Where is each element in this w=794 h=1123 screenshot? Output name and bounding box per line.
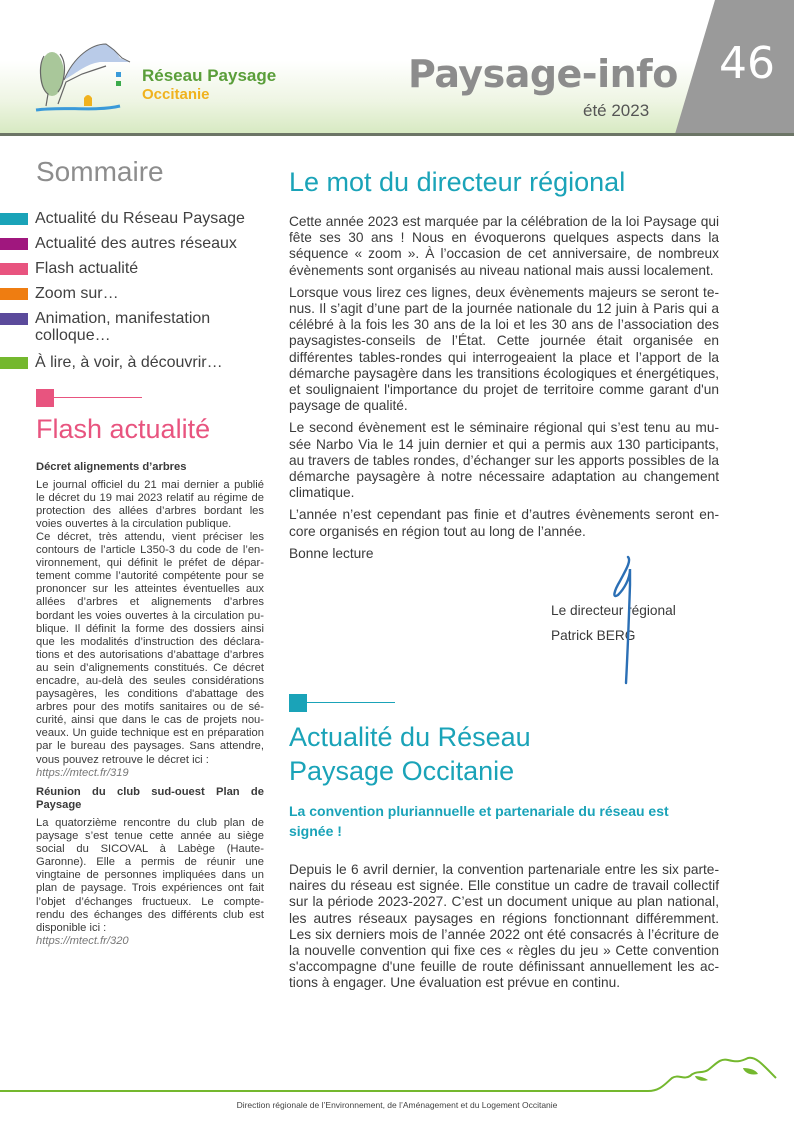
toc-item-flash-actualite[interactable]	[0, 260, 275, 277]
color-swatch	[0, 288, 28, 300]
paragraph: Le second évènement est le séminaire régional qui s’est tenu au musée Narbo Via le 14 juin dernier et qui a permis aux 130 participants, au travers de tables rondes, d’échanger sur les apports possibles de la démarche paysagère à notre nécessaire adaptation au changement climatique.	[289, 420, 719, 501]
toc-item-actualite-reseau[interactable]	[0, 210, 275, 227]
article-heading: Réunion du club sud-ouest Plan de Paysage	[36, 785, 264, 812]
reseau-subtitle: La convention pluriannuelle et partenariale du réseau est signée !	[289, 803, 669, 839]
signer-name: Patrick BERG	[551, 628, 636, 643]
toc-item-zoom-sur[interactable]	[0, 285, 275, 302]
issue-number: 46	[719, 38, 775, 89]
article-body: Ce décret, très attendu, vient préciser les contours de l’article L350-3 du code de l’environnement, qui définit le préfet de département comme l’autorité compétente pour se prononcer sur les atteintes éventuelles aux allées d’arbres et alignements d’arbres bordant les voies ouvertes à la circulation publique. Il définit la forme des dossiers ainsi que les modalités d’instruction des déclarations et des autorisations d’abattage d’arbres au sein d’alignements constitués. Ce décret encadre, au-delà des seules considérations paysagères, les conditions d'abattage des arbres pour des motifs sanitaires ou de sécurité, ainsi que dans le cas de projets nouveaux. Un guide technique est en préparation par le bureau des paysages. Sans attendre, vous pouvez retrouve le décret ici :	[36, 530, 264, 766]
directeur-section	[289, 167, 719, 562]
paragraph: Cette année 2023 est marquée par la célébration de la loi Paysage qui fête ses 30 ans ! Nous en évoquerons quelques aspects dans la séquence « zoom ». À l’occasion de cet anniversaire, de nombreux évènements sont organisés au niveau national mais aussi localement.	[289, 214, 719, 278]
toc-label: Flash actualité	[35, 260, 139, 277]
toc-label: À lire, à voir, à découvrir…	[35, 354, 223, 371]
toc-label: Zoom sur…	[35, 285, 119, 302]
article-link[interactable]: https://mtect.fr/320	[36, 934, 129, 947]
toc-label: Animation, manifestation colloque…	[35, 310, 211, 344]
signer-role: Le directeur régional	[551, 603, 676, 618]
footer-text: Direction régionale de l’Environnement, de l’Aménagement et du Logement Occitanie	[236, 1100, 558, 1110]
footer-mountain-line	[0, 1040, 794, 1100]
article-body: La quatorzième rencontre du club plan de paysage s’est tenue cette année au siège social du SICOVAL à Labège (Haute-Garonne). Elle a permis de réunir une vingtaine de personnes impliquées dans un plan de paysage. Trois expériences ont fait l’objet d’échanges fructueux. Le compte-rendu des échanges des différents club est disponible ici :	[36, 816, 264, 934]
reseau-section-marker	[289, 694, 397, 711]
sommaire-title: Sommaire	[36, 156, 164, 187]
directeur-title: Le mot du directeur régional	[289, 167, 626, 197]
color-swatch	[0, 357, 28, 369]
color-swatch	[0, 238, 28, 250]
paragraph: Lorsque vous lirez ces lignes, deux évènements majeurs se seront tenus. Il s’agit d’une part de la journée nationale du 12 juin à Paris qui a célébré à la fois les 30 ans de la loi et les 30 ans de l’association des paysagistes-conseils de l’État. Cette journée était organisée en différentes tables-rondes qui interrogeaient la place et l’apport de la démarche paysagère dans les transitions écologiques et énergétiques, et soulignaient l'importance du projet de territoire comme garant d'un paysage de qualité.	[289, 284, 719, 414]
issue-date: été 2023	[583, 101, 650, 120]
flash-section-marker	[36, 389, 144, 406]
brand-region: Occitanie	[142, 86, 210, 103]
header-divider	[0, 133, 794, 136]
reseau-paysage-logo	[34, 36, 134, 114]
reseau-body: Depuis le 6 avril dernier, la convention partenariale entre les six partenaires du réseau est signée. Elle constitue un cadre de travail collectif sur la période 2023-2027. C’est un document unique au plan national, les autres réseaux paysages en régions fonctionnant différemment. Les six derniers mois de l’année 2022 ont été consacrés à l’écriture de la nouvelle convention qui fixe ces « règles du jeu » Cette convention s'accompagne d'une feuille de route définissant annuellement les actions à engager. Une évaluation est prévue en continu.	[289, 862, 719, 991]
reseau-title-line2: Paysage Occitanie	[289, 756, 515, 786]
toc-label: Actualité des autres réseaux	[35, 235, 237, 252]
flash-title: Flash actualité	[36, 414, 211, 444]
reseau-title	[289, 720, 689, 788]
flash-column	[36, 461, 264, 954]
paragraph: L’année n’est cependant pas finie et d’autres évènements seront encore organisés en région tout au long de l’année.	[289, 507, 719, 539]
closing: Bonne lecture	[289, 545, 374, 561]
magazine-title: Paysage-info	[408, 52, 678, 96]
brand-name: Réseau Paysage	[142, 66, 277, 85]
toc-item-animation[interactable]	[0, 310, 275, 344]
color-swatch	[0, 213, 28, 225]
article-heading: Décret alignements d’arbres	[36, 461, 187, 473]
handwritten-signature	[610, 555, 650, 685]
toc-item-a-lire[interactable]	[0, 354, 275, 371]
toc-item-autres-reseaux[interactable]	[0, 235, 275, 252]
article-body: Le journal officiel du 21 mai dernier a publié le décret du 19 mai 2023 relatif au régime de protection des allées d’arbres bordant les voies ouvertes à la circulation publique.	[36, 478, 264, 530]
color-swatch	[0, 313, 28, 325]
reseau-title-line1: Actualité du Réseau	[289, 722, 531, 752]
color-swatch	[0, 263, 28, 275]
toc-label: Actualité du Réseau Paysage	[35, 210, 245, 227]
article-link[interactable]: https://mtect.fr/319	[36, 766, 129, 779]
table-of-contents	[0, 210, 275, 379]
